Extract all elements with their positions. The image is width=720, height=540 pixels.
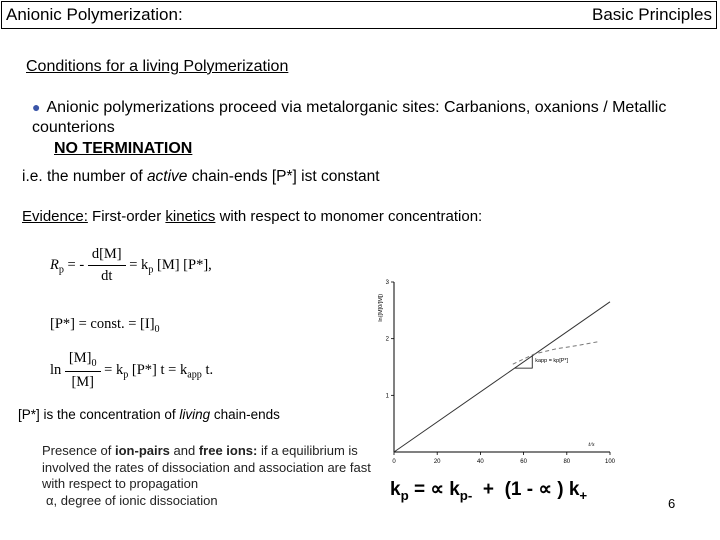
x-tick-label: 20 [433,459,441,465]
eq2-text: [P*] = const. = [I] [50,316,155,332]
pstar-prefix: [P*] is the concentration of [18,407,180,422]
subtitle: Conditions for a living Polymerization [26,58,289,75]
kp-alpha2: ∝ [538,479,552,500]
no-termination-heading: NO TERMINATION [54,140,193,157]
x-tick-label: 0 [392,459,396,465]
presence-t1: Presence of [42,443,115,458]
presence-t3: if a equilibrium is involved the rates of dissociation and association are fast with respect to propagation [42,443,371,491]
bullet-text: Anionic polymerizations proceed via metalorganic sites: Carbanions, oxanions / Metallic counterions [32,99,667,136]
eq1-numerator: d[M] [88,246,126,266]
header-title-right: Basic Principles [592,5,712,24]
evidence-kinetics: kinetics [165,208,216,225]
kp-plus-sub: + [579,487,588,503]
eq1-rhs-tail: [M] [P*], [153,256,212,273]
x-tick-label: 100 [604,459,616,465]
kp-eq: = [408,479,431,500]
eq3-ln: ln [50,361,62,378]
eq3-mid: = k [104,361,124,378]
pstar-note [18,407,280,422]
kp-kpm: k [443,479,460,500]
eq3-num-text: [M] [68,350,92,366]
eq3-mid-tail: [P*] t = k [128,361,188,378]
ln-equation [50,350,213,391]
presence-t2: and [169,443,199,458]
ie-suffix: chain-ends [P*] ist constant [187,168,380,185]
evidence-text2: with respect to monomer concentration: [215,208,483,225]
eq1-fraction [88,246,126,285]
ion-pairs-note [42,443,372,509]
pstar-const-equation [50,316,160,335]
presence-ion-pairs: ion-pairs [115,443,170,458]
evidence-line [22,208,482,225]
x-tick-label: 80 [563,459,571,465]
evidence-label: Evidence: [22,208,88,225]
slope-annotation: kapp = kp[P*] [535,358,569,365]
y-tick-label: 3 [385,280,389,286]
evidence-text1: First-order [87,208,166,225]
eq3-mid-sub: p [123,369,129,381]
x-tick-label: 60 [520,459,527,465]
series-line [394,302,610,452]
x-tick-label: 40 [477,459,484,465]
kp-pm: p- [459,487,473,503]
eq3-rhs-sub: app [187,369,202,381]
eq1-lhs: R [50,256,59,273]
bullet-dot-icon: ● [32,99,41,115]
active-chain-ends-line [22,168,380,186]
eq3-end: t. [201,361,214,378]
kp-p: p [400,487,409,503]
ie-italic: active [146,168,188,185]
kp-equation [390,478,587,503]
kp-plus: + (1 - [472,479,539,500]
kinetics-plot [372,272,622,472]
bullet-item [32,97,692,138]
header-title-left: Anionic Polymerization: [6,5,183,24]
eq1-denominator: dt [101,268,113,284]
eq2-sub: 0 [154,323,160,335]
alpha-line: α, degree of ionic dissociation [46,492,218,508]
y-tick-label: 1 [385,393,389,400]
eq3-num-sub: 0 [91,357,97,369]
y-axis-label: ln([M]0/[M]) [378,293,384,322]
eq3-denominator: [M] [71,373,94,390]
page-number: 6 [668,496,676,511]
eq1-equals: = - [63,256,85,273]
ie-prefix: i.e. the number of [22,168,147,185]
y-tick-label: 2 [385,336,389,343]
pstar-italic: living [179,407,211,422]
x-axis-label: t/s [588,441,595,448]
kp-k: k [390,479,401,500]
eq3-fraction [65,350,101,391]
kp-alpha: ∝ [430,479,444,500]
eq1-rhs: = k [129,256,149,273]
presence-free-ions: free ions: [198,443,258,458]
kp-tail: ) k [551,479,580,500]
rate-equation [50,246,212,285]
eq3-numerator [65,350,101,372]
eq1-rhs-sub: p [148,264,154,276]
eq1-lhs-sub: p [58,264,64,276]
pstar-suffix: chain-ends [210,407,280,422]
